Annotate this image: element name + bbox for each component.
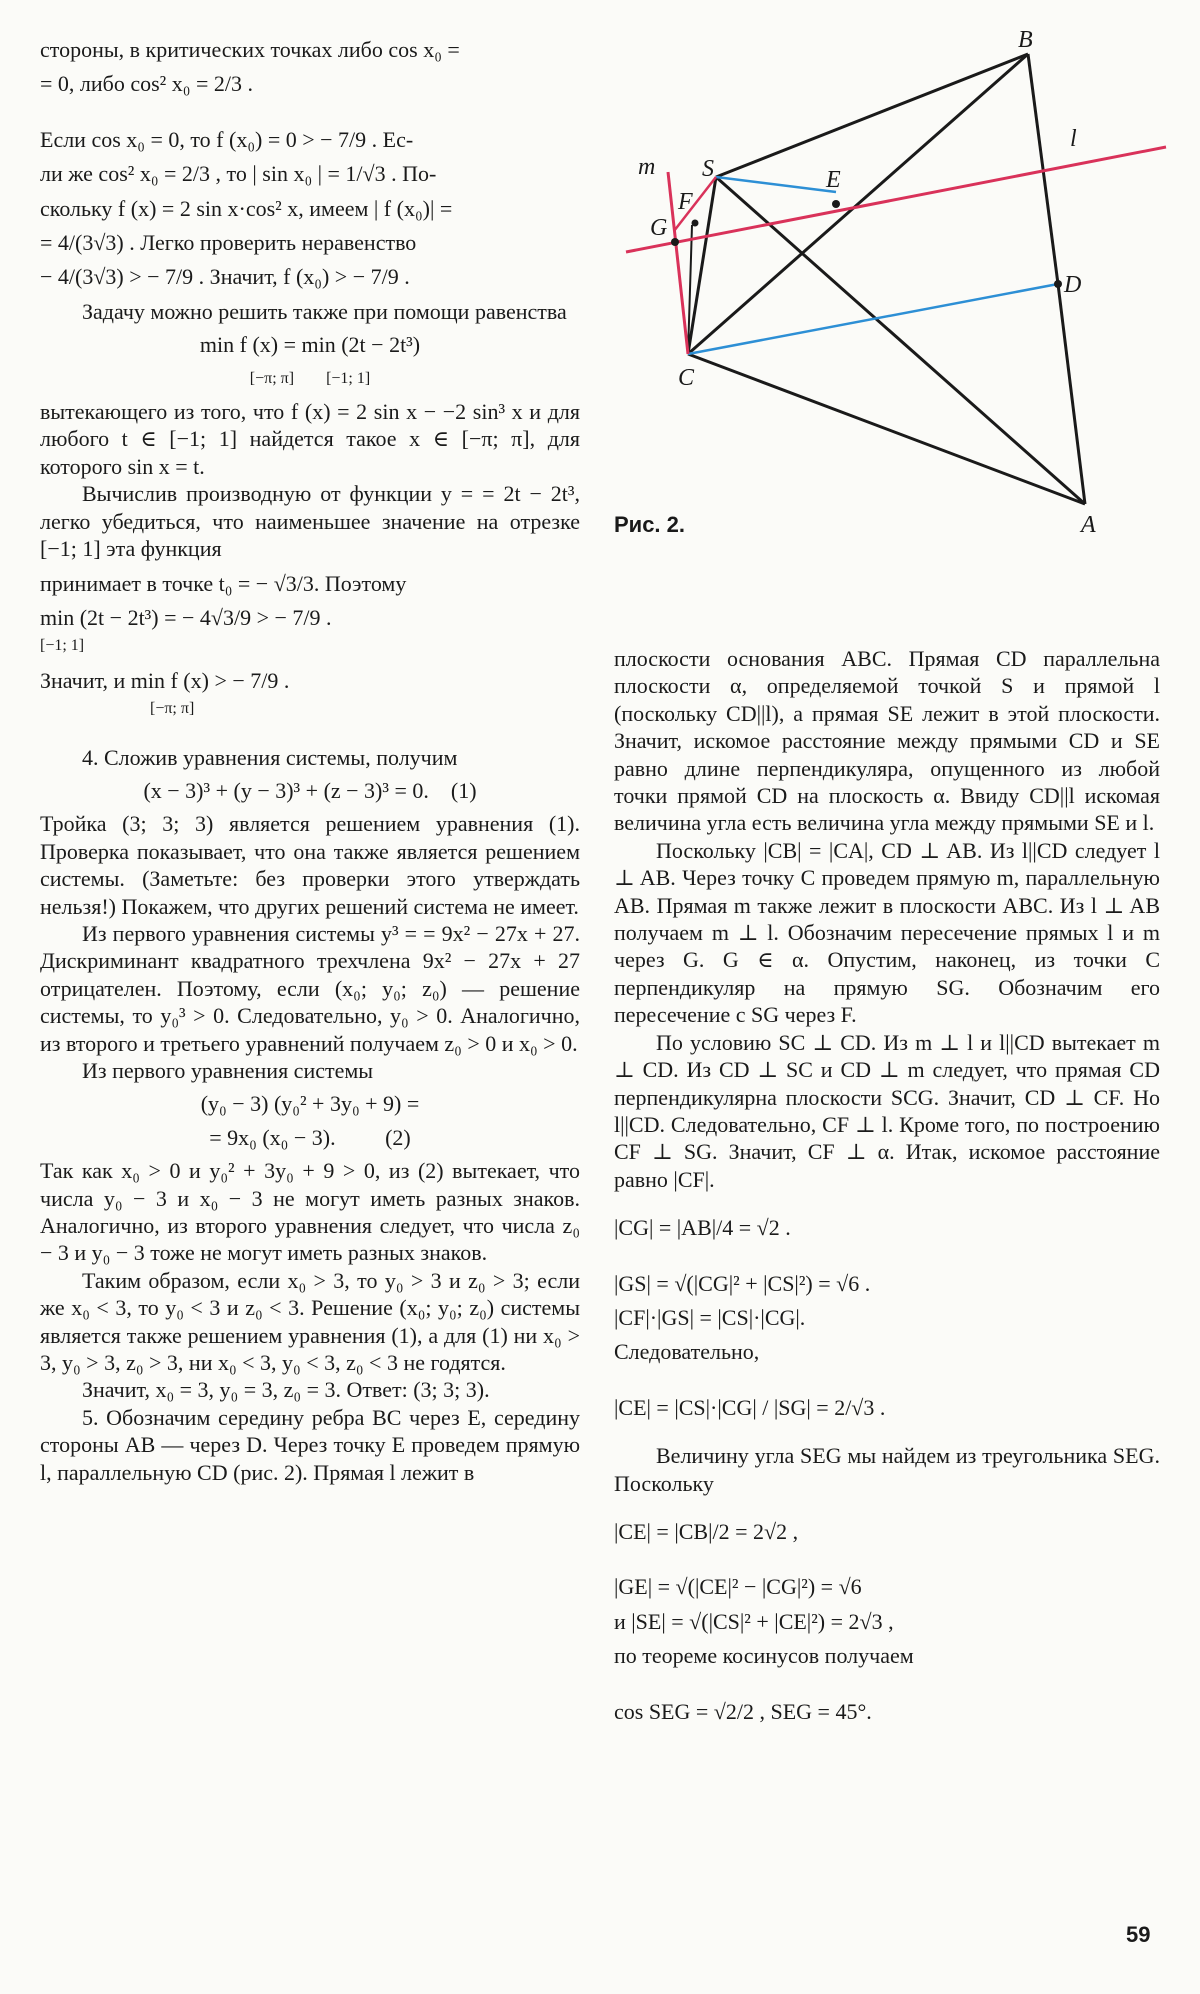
left-l18: Тройка (3; 3; 3) является решением уравнения (1). Проверка показывает, что она также является решением системы. (Заметьте: без проверки этого утверждать нельзя!) Покажем, что других решений система не имеет.: [40, 811, 580, 919]
left-l02: = 0, либо cos² x₀ = 2/3 .: [40, 71, 253, 97]
left-l17: (x − 3)³ + (y − 3)³ + (z − 3)³ = 0. (1): [143, 777, 477, 803]
right-r13: по теореме косинусов получаем: [614, 1643, 914, 1669]
left-l14s: [−1; 1]: [40, 637, 85, 655]
point-e: [832, 200, 840, 208]
right-r14: cos SEG = √2/2 , SEG = 45°.: [614, 1698, 872, 1724]
right-r05: |GS| = √(|CG|² + |CS|²) = √6 .: [614, 1270, 871, 1296]
page-number: 59: [1126, 1922, 1151, 1947]
right-r02: Поскольку |CB| = |CA|, CD ⊥ AB. Из l||CD следует l ⊥ AB. Через точку C проведем прямую m, параллельную AB. Прямая m также лежит в плоскости ABC. Из l ⊥ AB получаем m ⊥ l. Обозначим пересечение прямых l и m через G. G ∈ α. Опустим, наконец, из точки C перпендикуляр на прямую SG. Обозначим его пересечение с SG через F.: [614, 837, 1160, 1028]
label-m: m: [638, 154, 656, 180]
pyramid-figure: [598, 22, 1168, 557]
figure-labels: [638, 27, 1096, 538]
right-r04: |CG| = |AB|/4 = √2 .: [614, 1215, 791, 1241]
left-l05: скольку f (x) = 2 sin x·cos² x, имеем | f (x₀)| =: [40, 195, 453, 221]
left-l10: [−π; π] [−1; 1]: [249, 369, 371, 387]
edge-sb: [716, 54, 1028, 177]
right-r11: |GE| = √(|CE|² − |CG|²) = √6: [614, 1574, 862, 1600]
right-r08: |CE| = |CS|·|CG| / |SG| = 2/√3 .: [614, 1394, 886, 1420]
left-l06: = 4/(3√3) . Легко проверить неравенство: [40, 230, 417, 256]
left-l15s: [−π; π]: [150, 700, 195, 718]
right-r07: Следовательно,: [614, 1339, 760, 1365]
figure-caption: Рис. 2.: [614, 512, 686, 537]
edge-ca: [688, 354, 1085, 504]
left-l14: min (2t − 2t³) = − 4√3/9 > − 7/9 .: [40, 604, 332, 630]
label-d: D: [1064, 272, 1082, 298]
right-column: [614, 645, 1160, 1732]
left-l25: Значит, x₀ = 3, y₀ = 3, z₀ = 3. Ответ: (3; 3; 3).: [82, 1377, 490, 1403]
left-l21: (y₀ − 3) (y₀² + 3y₀ + 9) =: [200, 1091, 420, 1117]
left-l12: Вычислив производную от функции y = = 2t − 2t³, легко убедиться, что наименьшее значение на отрезке [−1; 1] эта функция: [40, 481, 580, 562]
right-r06: |CF|·|GS| = |CS|·|CG|.: [614, 1304, 806, 1330]
left-l24: Таким образом, если x₀ > 3, то y₀ > 3 и z₀ > 3; если же x₀ < 3, то y₀ < 3 и z₀ < 3. Решение (x₀; y₀; z₀) системы является также решением уравнения (1), а для (1) ни x₀ > 3, y₀ > 3, z₀ > 3, ни x₀ < 3, y₀ < 3, z₀ < 3 не годятся.: [40, 1267, 580, 1376]
edge-da: [1058, 284, 1085, 504]
label-s: S: [702, 156, 714, 182]
right-r10: |CE| = |CB|/2 = 2√2 ,: [614, 1518, 799, 1544]
line-se: [716, 177, 836, 192]
right-r09: Величину угла SEG мы найдем из треугольника SEG. Поскольку: [614, 1443, 1160, 1496]
left-l03: Если cos x₀ = 0, то f (x₀) = 0 > − 7/9 . Ес-: [40, 126, 414, 152]
left-l09: min f (x) = min (2t − 2t³): [199, 332, 421, 358]
label-l: l: [1070, 126, 1077, 152]
left-l08: Задачу можно решить также при помощи равенства: [82, 298, 567, 324]
left-l13: принимает в точке t₀ = − √3/3. Поэтому: [40, 570, 407, 596]
left-l16: 4. Сложив уравнения системы, получим: [82, 744, 458, 770]
point-d: [1054, 280, 1062, 288]
label-g: G: [650, 215, 668, 241]
left-l26: 5. Обозначим середину ребра BC через E, середину стороны AB — через D. Через точку E проведем прямую l, параллельную CD (рис. 2). Прямая l лежит в: [40, 1404, 580, 1485]
left-l04: ли же cos² x₀ = 2/3 , то | sin x₀ | = 1/√3 . По-: [40, 161, 437, 187]
left-l11: вытекающего из того, что f (x) = 2 sin x − −2 sin³ x и для любого t ∈ [−1; 1] найдется такое x ∈ [−π; π], для которого sin x = t.: [40, 399, 580, 479]
left-column: [40, 36, 580, 1486]
right-r01: плоскости основания ABC. Прямая CD параллельна плоскости α, определяемой точкой S и прямой l (поскольку CD||l), а прямая SE лежит в этой плоскости. Значит, искомое расстояние между прямыми CD и SE равно длине перпендикуляра, опущенного из любой точки прямой CD на плоскость α. Ввиду CD||l искомая величина угла есть величина угла между прямыми SE и l.: [614, 646, 1160, 836]
figure-points: [671, 200, 1062, 288]
point-g: [671, 238, 679, 246]
line-cd: [688, 284, 1058, 354]
label-c: C: [678, 365, 695, 391]
point-f: [692, 220, 699, 227]
pyramid-edges: [688, 54, 1085, 504]
right-r12: и |SE| = √(|CS|² + |CE|²) = 2√3 ,: [614, 1608, 894, 1634]
left-l07: − 4/(3√3) > − 7/9 . Значит, f (x₀) > − 7/9 .: [40, 264, 410, 290]
left-l01: стороны, в критических точках либо cos x₀ =: [40, 37, 460, 62]
left-l20: Из первого уравнения системы: [82, 1058, 374, 1083]
left-l15: Значит, и min f (x) > − 7/9 .: [40, 667, 290, 693]
left-l23: Так как x₀ > 0 и y₀² + 3y₀ + 9 > 0, из (2) вытекает, что числа y₀ − 3 и x₀ − 3 не могут иметь разных знаков. Аналогично, из второго уравнения следует, что числа z₀ − 3 и y₀ − 3 тоже не могут иметь разных знаков.: [40, 1158, 580, 1266]
label-e: E: [826, 167, 841, 193]
label-a: A: [1081, 512, 1096, 538]
right-r03: По условию SC ⊥ CD. Из m ⊥ l и l||CD вытекает m ⊥ CD. Из CD ⊥ SC и CD ⊥ m следует, что прямая CD перпендикулярна плоскости SCG. Значит, CD ⊥ CF. Но l||CD. Следовательно, CF ⊥ l. Кроме того, по построению CF ⊥ SG. Значит, CF ⊥ α. Итак, искомое расстояние равно |CF|.: [614, 1029, 1160, 1192]
left-l22: = 9x₀ (x₀ − 3). (2): [209, 1124, 411, 1150]
edge-sa: [716, 177, 1085, 504]
edge-cb: [688, 54, 1028, 354]
label-b: B: [1018, 27, 1033, 53]
left-l19: Из первого уравнения системы y³ = = 9x² − 27x + 27. Дискриминант квадратного трехчлена 9x² − 27x + 27 отрицателен. Поэтому, если (x₀; y₀; z₀) — решение системы, то y₀³ > 0. Следовательно, y₀ > 0. Аналогично, из второго и третьего уравнений получаем z₀ > 0 и x₀ > 0.: [40, 920, 580, 1056]
label-f: F: [678, 189, 693, 215]
